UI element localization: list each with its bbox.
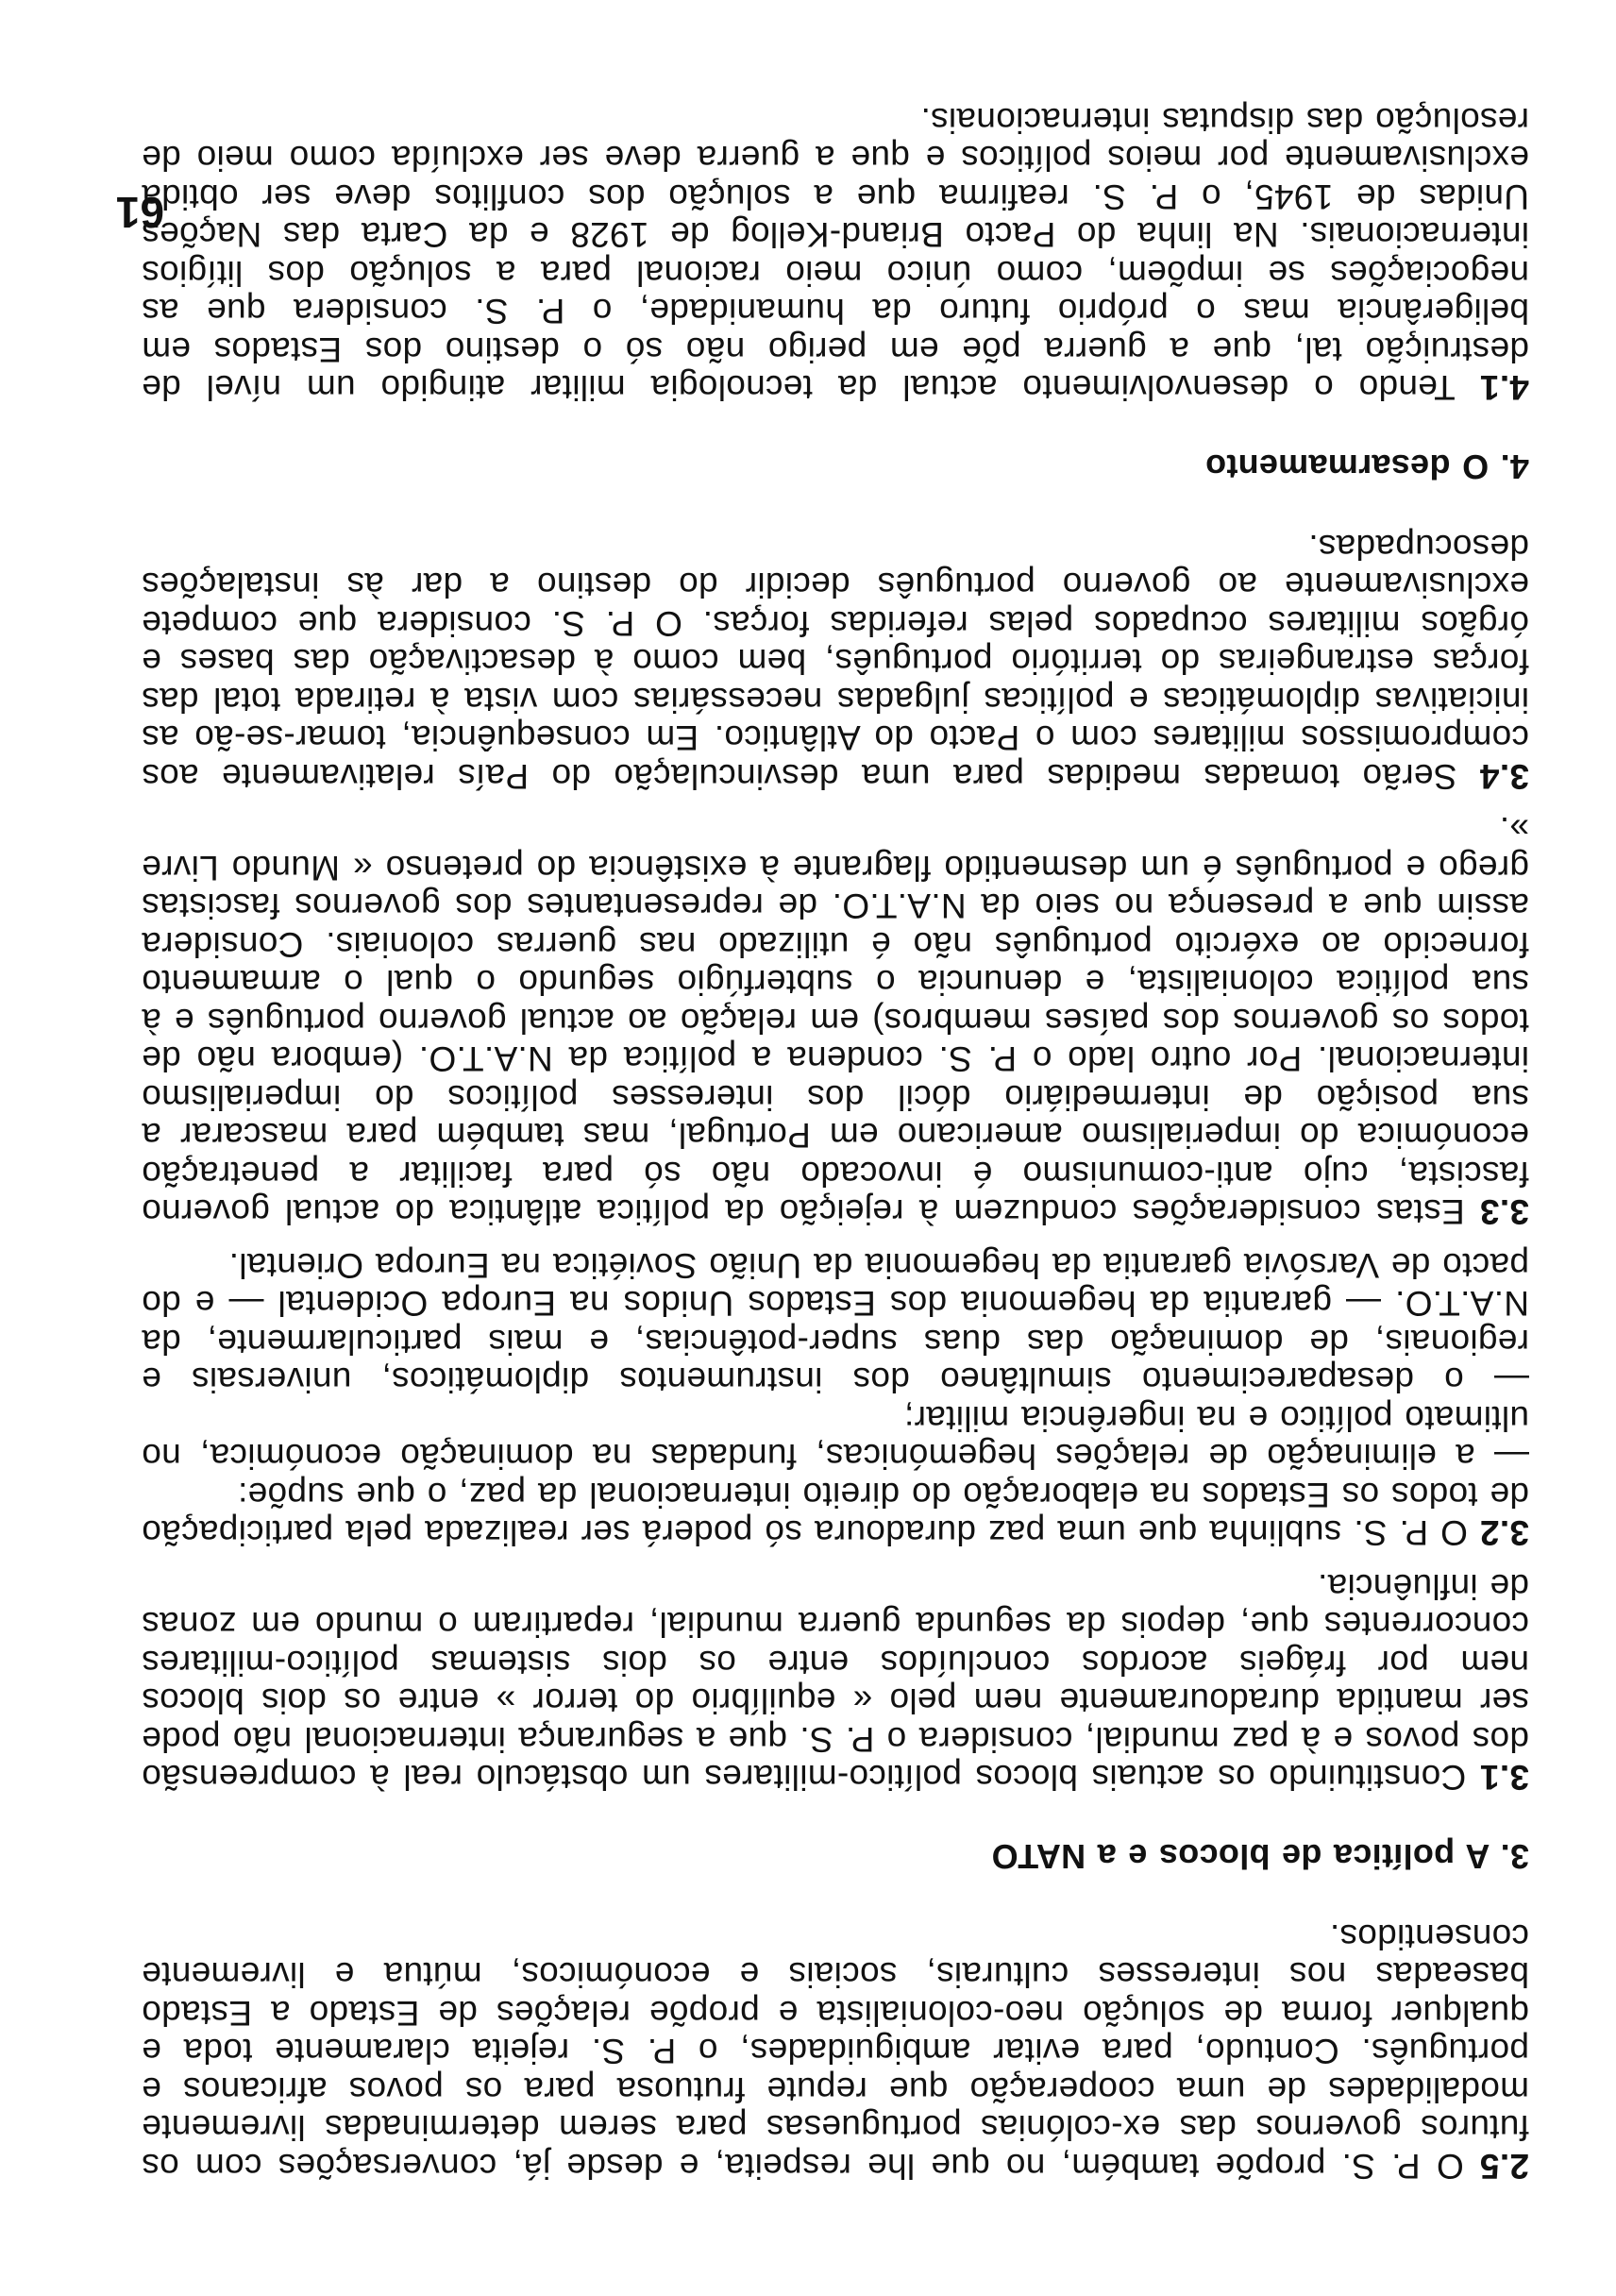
paragraph-3-3 (142, 810, 1529, 1231)
paragraph-2-5 (142, 1917, 1529, 2186)
paragraph-text: Estas considerações conduzem à rejeição da política atlântica do actual governo fascista, cujo anti-comunismo é invocado não só para facilitar a penetração económica do imperialismo americano em Portugal, mas também para mascarar a sua posição de intermediário dócil dos interesses políticos do imperialismo internacional. Por outro lado o P. S. condena a política da N.A.T.O. (embora não de todos os governos dos países membros) em relação ao actual governo português e à sua política colonialista, e denuncia o subterfúgio segundo o qual o armamento fornecido ao exército português não é utilizado nas guerras coloniais. Considera assim que a presença no seio da N.A.T.O. de representantes dos governos fascistas grego e português é um desmentido flagrante à existência do pretenso « Mundo Livre ». (142, 810, 1529, 1232)
page-body (142, 101, 1529, 2186)
section-number: 3.4 (1479, 757, 1529, 796)
list-item: — a eliminação de relações hegemónicas, fundadas na dominação económica, no ultimato político e na ingerência militar; (142, 1399, 1529, 1477)
paragraph-3-2 (142, 1476, 1529, 1552)
section-number: 3.1 (1479, 1758, 1529, 1798)
list-item: — o desaparecimento simultâneo dos instrumentos diplomáticos, universais e regionais, de dominação das duas super-potências, e mais particularmente, da N.A.T.O. — garantia da hegemonia dos Estados Unidos na Europa Ocidental — e do pacto de Varsóvia garantia da hegemonia da União Soviética na Europa Oriental. (142, 1246, 1529, 1400)
section-heading-4: 4. O desarmamento (1204, 447, 1529, 487)
paragraph-4-1 (142, 101, 1529, 407)
paragraph-text: O P. S. propõe também, no que lhe respeita, e desde já, conversações com os futuros governos das ex-colónias portuguesas para serem determinadas livremente modalidades de uma cooperação que repute frutuosa para os povos africanos e português. Contudo, para evitar ambiguidades, o P. S. rejeita claramente toda e qualquer forma de solução neo-colonialista e propõe relações de Estado a Estado baseadas nos interesses culturais, sociais e económicos, mútua e livremente consentidos. (142, 1917, 1529, 2186)
paragraph-text: Tendo o desenvolvimento actual da tecnologia militar atingido um nível de destruição tal, que a guerra põe em perigo não só o destino dos Estados em beligerância mas o próprio futuro da humanidade, o P. S. considera que as negociações se impõem, como único meio racional para a solução dos litígios internacionais. Na linha do Pacto Briand-Kellog de 1928 e da Carta das Nações Unidas de 1945, o P. S. reafirma que a solução dos conflitos deve ser obtida exclusivamente por meios políticos e que a guerra deve ser excluída como meio de resolução das disputas internacionais. (142, 101, 1529, 408)
section-heading-3: 3. A política de blocos e a NATO (991, 1837, 1529, 1877)
section-number: 3.3 (1479, 1192, 1529, 1232)
section-number: 3.2 (1479, 1513, 1529, 1553)
paragraph-3-4 (142, 528, 1529, 796)
paragraph-text: O P. S. sublinha que uma paz duradoura só poderá ser realizada pela participação de todos os Estados na elaboração do direito internacional da paz, o que supõe: (142, 1476, 1529, 1553)
section-number: 2.5 (1479, 2147, 1529, 2186)
paragraph-text: Constituindo os actuais blocos político-militares um obstáculo real à compreensão dos povos e à paz mundial, considera o P. S. que a segurança internacional não pode ser mantida duradouramente nem pelo « equilíbrio do terror » entre os dois blocos nem por frágeis acordos concluídos entre os dois sistemas político-militares concorrentes que, depois da segunda guerra mundial, repartiram o mundo em zonas de influência. (142, 1567, 1529, 1798)
section-number: 4.1 (1479, 368, 1529, 408)
paragraph-3-1 (142, 1567, 1529, 1797)
page-number: 61 (115, 188, 164, 237)
paragraph-text: Serão tomadas medidas para uma desvinculação do País relativamente aos compromissos militares com o Pacto do Atlântico. Em consequência, tomar-se-ão as iniciativas diplomáticas e políticas julgadas necessárias com vista à retirada total das forças estrangeiras do território português, bem como à desactivação das bases e órgãos militares ocupados pelas referidas forças. O P. S. considera que compete exclusivamente ao governo português decidir do destino a dar às instalações desocupadas. (142, 528, 1529, 796)
